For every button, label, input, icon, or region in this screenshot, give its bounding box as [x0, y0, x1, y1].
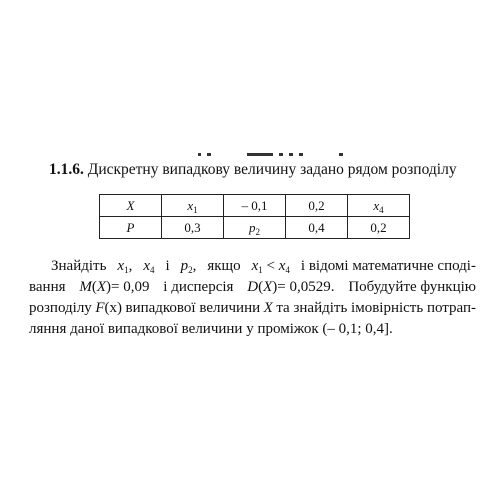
table-cell: 0,3 — [162, 217, 224, 239]
table-cell: $x_1$ — [162, 195, 224, 217]
table-cell: 0,2 — [286, 195, 348, 217]
table-cell: 0,4 — [286, 217, 348, 239]
statement-line-4: ляння даної випадкової величини у проміжок (– 0,1; 0,4]. — [29, 321, 393, 337]
statement-line-1: Знайдіть $x_1$, $x_4$ і $p_2$, якщо $x_1 < x_4$ і відомі математичне споді- — [51, 258, 476, 275]
problem-number: 1.1.6. — [49, 161, 84, 178]
table-row — [100, 195, 410, 217]
table-cell: – 0,1 — [224, 195, 286, 217]
cropped-text-remnant — [198, 153, 358, 159]
distribution-table — [99, 194, 410, 239]
problem-heading — [49, 160, 457, 180]
problem-heading-text: Дискретну випадкову величину задано рядом розподілу — [87, 161, 457, 178]
table-cell: $x_4$ — [348, 195, 410, 217]
statement-line-3: розподілу F(x) випадкової величини X та знайдіть імовірність потрап- — [29, 300, 476, 316]
table-cell: $p_2$ — [224, 217, 286, 239]
statement-line-2: вання M(X)= 0,09 і дисперсія D(X)= 0,0529. Побудуйте функцію — [29, 279, 476, 295]
problem-statement — [29, 256, 476, 340]
table-cell: 0,2 — [348, 217, 410, 239]
row-label: P — [100, 217, 162, 239]
row-label: X — [100, 195, 162, 217]
table-row — [100, 217, 410, 239]
